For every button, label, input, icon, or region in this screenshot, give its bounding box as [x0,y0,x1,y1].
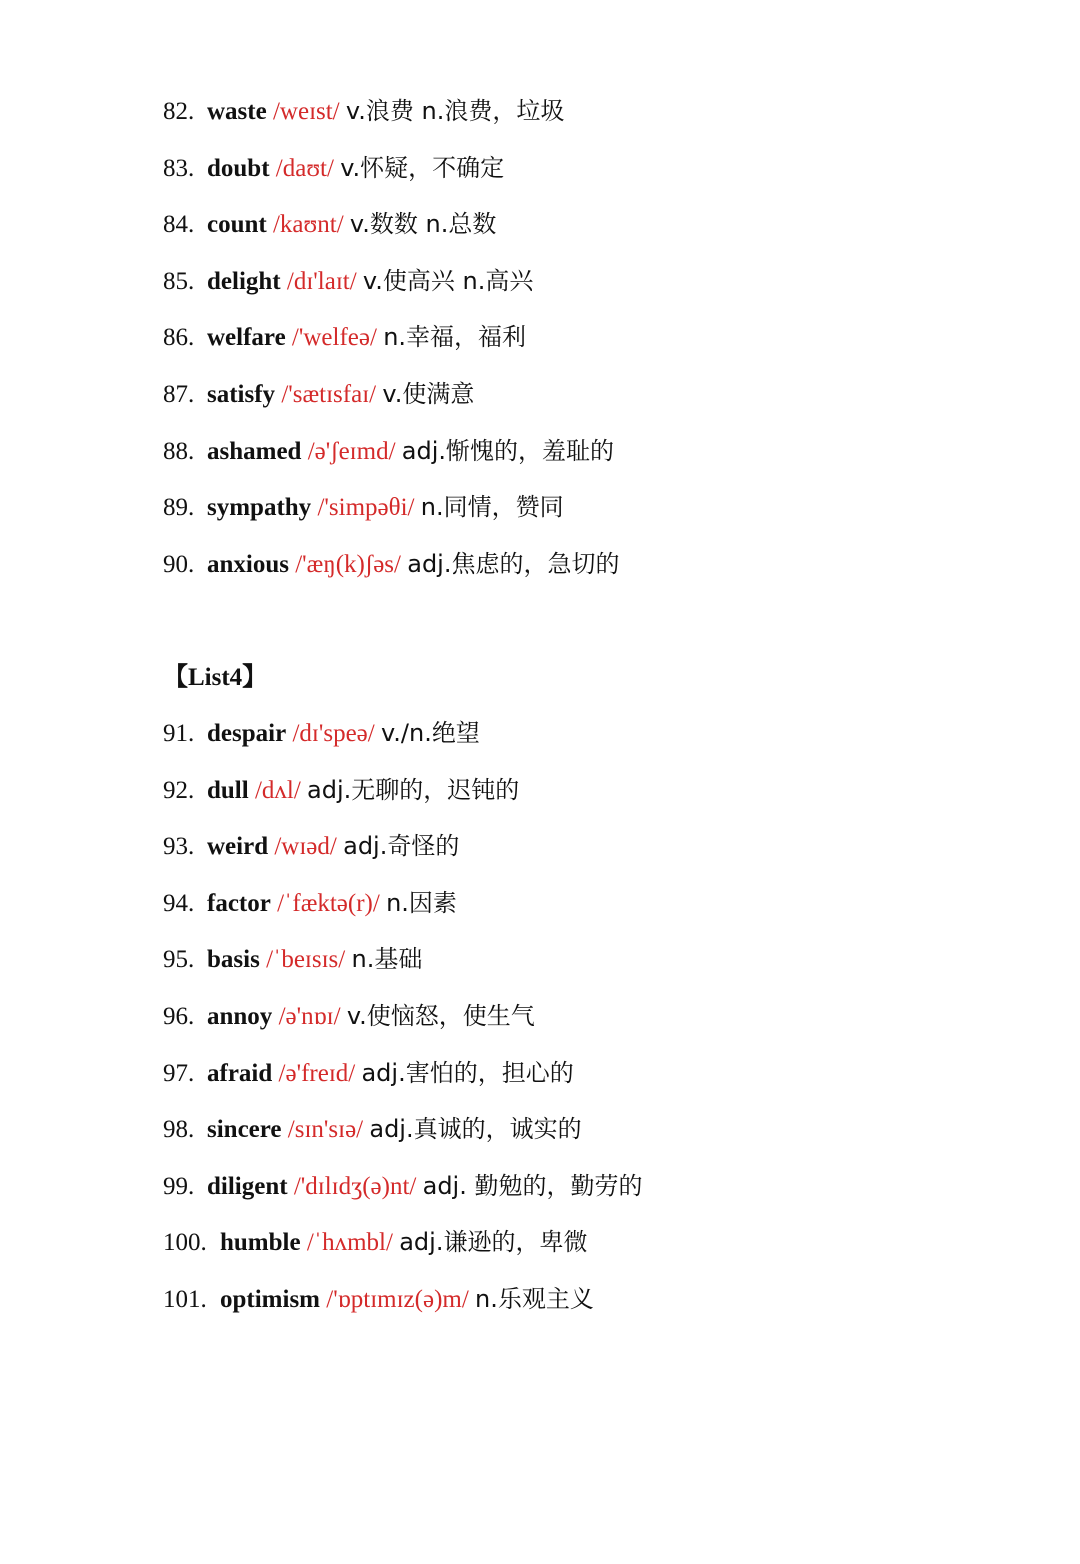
vocab-entry [163,710,642,767]
entry-word: ashamed [207,437,302,465]
entry-word: despair [207,720,287,747]
entry-phonetic: /ˈfæktə(r)/ [277,889,380,917]
entry-number: 97. [163,1059,195,1087]
vocab-entry [163,314,619,371]
entry-number: 84. [163,211,195,239]
entry-number: 96. [163,1002,195,1030]
entry-word: sincere [207,1116,282,1144]
vocab-entry [163,1050,642,1107]
entry-number: 100. [163,1229,207,1257]
entry-number: 94. [163,889,195,917]
entry-meaning: n.因素 [386,888,457,917]
entry-word: weird [207,833,269,861]
entry-meaning: n.乐观主义 [475,1284,594,1313]
entry-meaning: v.使高兴 n.高兴 [362,266,534,295]
entry-meaning: adj.焦虑的，急切的 [407,549,620,578]
entry-word: afraid [207,1059,273,1087]
entry-phonetic: /dʌl/ [254,776,301,804]
entry-meaning: n.同情，赞同 [420,493,564,522]
entry-word: welfare [207,324,286,352]
entry-phonetic: /ˈhʌmbl/ [306,1229,393,1257]
entry-word: delight [207,267,281,295]
entry-phonetic: /'æŋ(k)ʃəs/ [295,550,401,578]
entry-meaning: n.幸福，福利 [383,323,527,352]
vocab-entry [163,993,642,1050]
entry-meaning: v.使恼怒，使生气 [346,1001,535,1030]
vocab-entry [163,484,619,541]
entry-number: 82. [163,98,195,125]
entry-meaning: v.使满意 [382,379,475,408]
vocab-entry [163,201,619,258]
vocab-entry [163,541,619,598]
entry-word: factor [207,889,271,917]
entry-meaning: adj.害怕的，担心的 [361,1058,574,1087]
entry-phonetic: /'simpəθi/ [317,494,415,522]
entry-number: 90. [163,550,195,578]
entry-word: satisfy [207,380,276,408]
entry-phonetic: /wɪəd/ [274,833,337,861]
section-title: 【List4】 [163,664,268,691]
entry-number: 91. [163,720,195,747]
entry-number: 88. [163,437,195,465]
entry-phonetic: /ə'freɪd/ [278,1059,356,1087]
vocab-entry [163,767,642,824]
entry-meaning: v.数数 n.总数 [349,210,497,239]
vocab-entry [163,371,619,428]
vocab-entry [163,880,642,937]
entry-word: optimism [220,1285,320,1313]
entry-word: annoy [207,1002,273,1030]
entry-phonetic: /ˈbeɪsɪs/ [266,946,346,974]
vocab-entry [163,1106,642,1163]
entry-word: dull [207,776,249,804]
entry-number: 83. [163,154,195,182]
entry-phonetic: /ə'ʃeɪmd/ [307,437,396,465]
entry-meaning: adj.惭愧的，羞耻的 [401,436,615,465]
entry-phonetic: /'ɒptɪmɪz(ə)m/ [326,1285,469,1313]
entry-meaning: adj.奇怪的 [343,832,460,861]
entry-number: 95. [163,946,195,974]
entry-phonetic: /weɪst/ [272,98,340,125]
entry-number: 89. [163,494,195,522]
vocab-entry [163,1219,642,1276]
entry-phonetic: /'sætɪsfaɪ/ [281,380,377,408]
vocab-entry [163,88,619,145]
vocab-entry [163,1276,642,1333]
entry-word: diligent [207,1172,288,1200]
vocab-entry [163,428,619,485]
entry-phonetic: /daʊt/ [275,154,334,182]
vocab-entry [163,823,642,880]
vocabulary-list-part1 [163,88,619,597]
entry-number: 98. [163,1116,195,1144]
entry-phonetic: /dɪ'laɪt/ [286,267,357,295]
entry-word: count [207,211,267,239]
entry-number: 85. [163,267,195,295]
entry-phonetic: /'dɪlɪdʒ(ə)nt/ [293,1172,417,1200]
entry-phonetic: /'welfeə/ [291,324,377,352]
entry-meaning: n.基础 [351,945,423,974]
vocabulary-list-part2 [163,710,642,1333]
vocab-entry [163,1163,642,1220]
vocab-entry [163,258,619,315]
entry-word: anxious [207,550,289,578]
entry-word: sympathy [207,494,312,522]
vocab-entry [163,936,642,993]
entry-meaning: v./n.绝望 [380,719,480,747]
entry-phonetic: /ə'nɒɪ/ [278,1002,341,1030]
entry-number: 87. [163,380,195,408]
entry-meaning: adj.谦逊的，卑微 [399,1228,588,1257]
entry-word: doubt [207,154,270,182]
entry-phonetic: /sɪn'sɪə/ [287,1116,364,1144]
entry-meaning: v.浪费 n.浪费，垃圾 [345,97,565,125]
entry-number: 92. [163,776,195,804]
entry-phonetic: /dɪ'speə/ [292,720,375,747]
entry-meaning: adj.真诚的，诚实的 [369,1115,582,1144]
entry-number: 99. [163,1172,195,1200]
entry-phonetic: /kaʊnt/ [272,211,344,239]
entry-word: humble [220,1229,301,1257]
entry-word: basis [207,946,260,974]
vocab-entry [163,145,619,202]
entry-number: 86. [163,324,195,352]
entry-meaning: v.怀疑，不确定 [340,153,505,182]
entry-meaning: adj.无聊的，迟钝的 [307,775,520,804]
entry-number: 101. [163,1285,207,1313]
entry-number: 93. [163,833,195,861]
entry-meaning: adj. 勤勉的，勤劳的 [422,1171,643,1200]
entry-word: waste [207,98,267,125]
